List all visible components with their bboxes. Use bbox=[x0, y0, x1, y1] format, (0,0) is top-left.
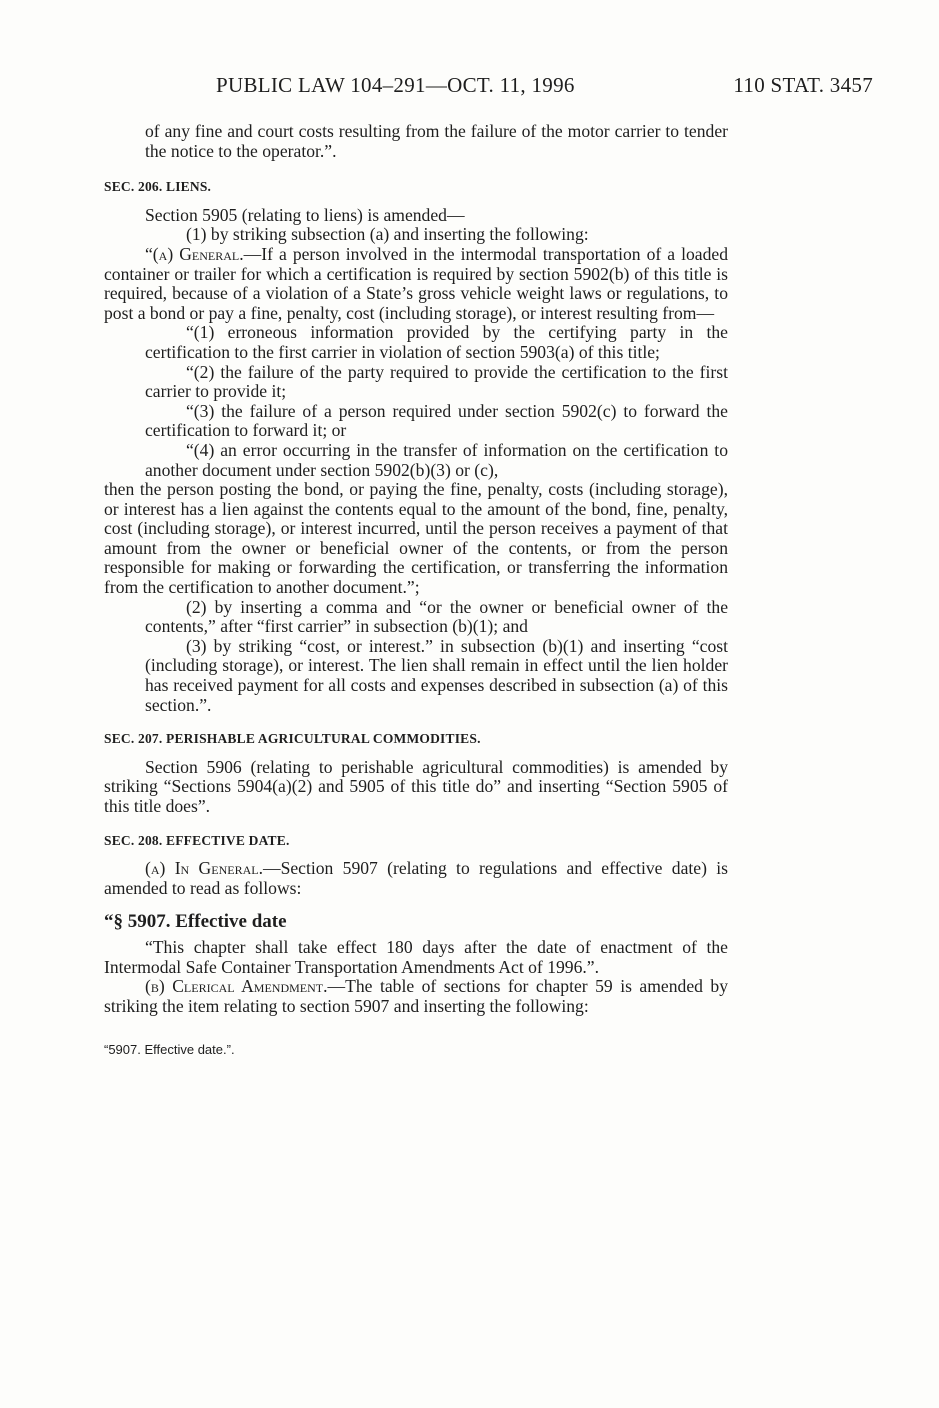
statute-page-number: 110 STAT. 3457 bbox=[733, 73, 873, 97]
continued-paragraph: of any fine and court costs resulting from the failure of the motor carrier to tender the notice to the operator.”. bbox=[145, 121, 728, 161]
section-heading-207: SEC. 207. PERISHABLE AGRICULTURAL COMMODITIES. bbox=[104, 731, 481, 747]
section-208-b bbox=[104, 977, 728, 1016]
section-heading-206: SEC. 206. LIENS. bbox=[104, 179, 212, 195]
section-206-item-3: (3) by striking “cost, or interest.” in subsection (b)(1) and inserting “cost (including storage), or interest. The lien shall remain in effect until the lien holder has received payment for all costs and expenses described in subsection (a) of this section.”. bbox=[145, 635, 728, 715]
section-heading-208: SEC. 208. EFFECTIVE DATE. bbox=[104, 832, 290, 848]
section-5907-text: “This chapter shall take effect 180 days after the date of enactment of the Intermodal Safe Container Transportation Amendments Act of 1996.”. bbox=[104, 936, 728, 977]
table-of-sections-item: “5907. Effective date.”. bbox=[104, 1042, 235, 1058]
paragraph-a4: “(4) an error occurring in the transfer of information on the certification to another document under section 5902(b)(3) or (c), bbox=[145, 439, 728, 480]
section-206-intro: Section 5905 (relating to liens) is amended— bbox=[145, 204, 465, 225]
paragraph-a1: “(1) erroneous information provided by the certifying party in the certification to the first carrier in violation of section 5903(a) of this title; bbox=[145, 322, 728, 362]
section-206-item-1: (1) by striking subsection (a) and inserting the following: bbox=[186, 224, 589, 245]
section-208-a bbox=[104, 859, 728, 898]
running-title: PUBLIC LAW 104–291—OCT. 11, 1996 bbox=[216, 73, 575, 97]
page-header bbox=[0, 73, 939, 103]
subsection-a-label: “(a) General. bbox=[145, 243, 244, 264]
paragraph-a2: “(2) the failure of the party required to provide the certification to the first carrier to provide it; bbox=[145, 361, 728, 402]
section-208-a-text: —Section 5907 (relating to regulations and effective date) is amended to read as follows: bbox=[104, 858, 728, 898]
section-207-text: Section 5906 (relating to perishable agricultural commodities) is amended by striking “Sections 5904(a)(2) and 5905 of this title do” and inserting “Section 5905 of this title does”. bbox=[104, 756, 728, 816]
subsection-a-text: —If a person involved in the intermodal transportation of a loaded container or trailer for which a certification is required by section 5902(b) of this title is required, because of a violation of a State’s gross vehicle weight laws or regulations, to post a bond or pay a fine, penalty, cost (including storage), or interest resulting from— bbox=[104, 243, 728, 323]
subsection-a-general bbox=[104, 245, 728, 323]
section-208-b-text: —The table of sections for chapter 59 is amended by striking the item relating to section 5907 and inserting the following: bbox=[104, 976, 728, 1016]
section-5907-heading: “§ 5907. Effective date bbox=[104, 911, 287, 933]
section-208-a-label: (a) In General. bbox=[145, 858, 263, 879]
lien-clause: then the person posting the bond, or paying the fine, penalty, costs (including storage), or interest has a lien against the contents equal to the amount of the bond, fine, penalty, cost (including storage), or interest incurred, until the person receives a payment of that amount from the owner or beneficial owner of the contents, or from the person responsible for making or forwarding the certification, or transferring the information from the certification to another document.”; bbox=[104, 479, 728, 598]
section-208-b-label: (b) Clerical Amendment. bbox=[145, 976, 328, 997]
section-206-item-2: (2) by inserting a comma and “or the owner or beneficial owner of the contents,” after “first carrier” in subsection (b)(1); and bbox=[145, 596, 728, 637]
document-body bbox=[104, 122, 728, 1060]
paragraph-a3: “(3) the failure of a person required under section 5902(c) to forward the certification to forward it; or bbox=[145, 400, 728, 441]
